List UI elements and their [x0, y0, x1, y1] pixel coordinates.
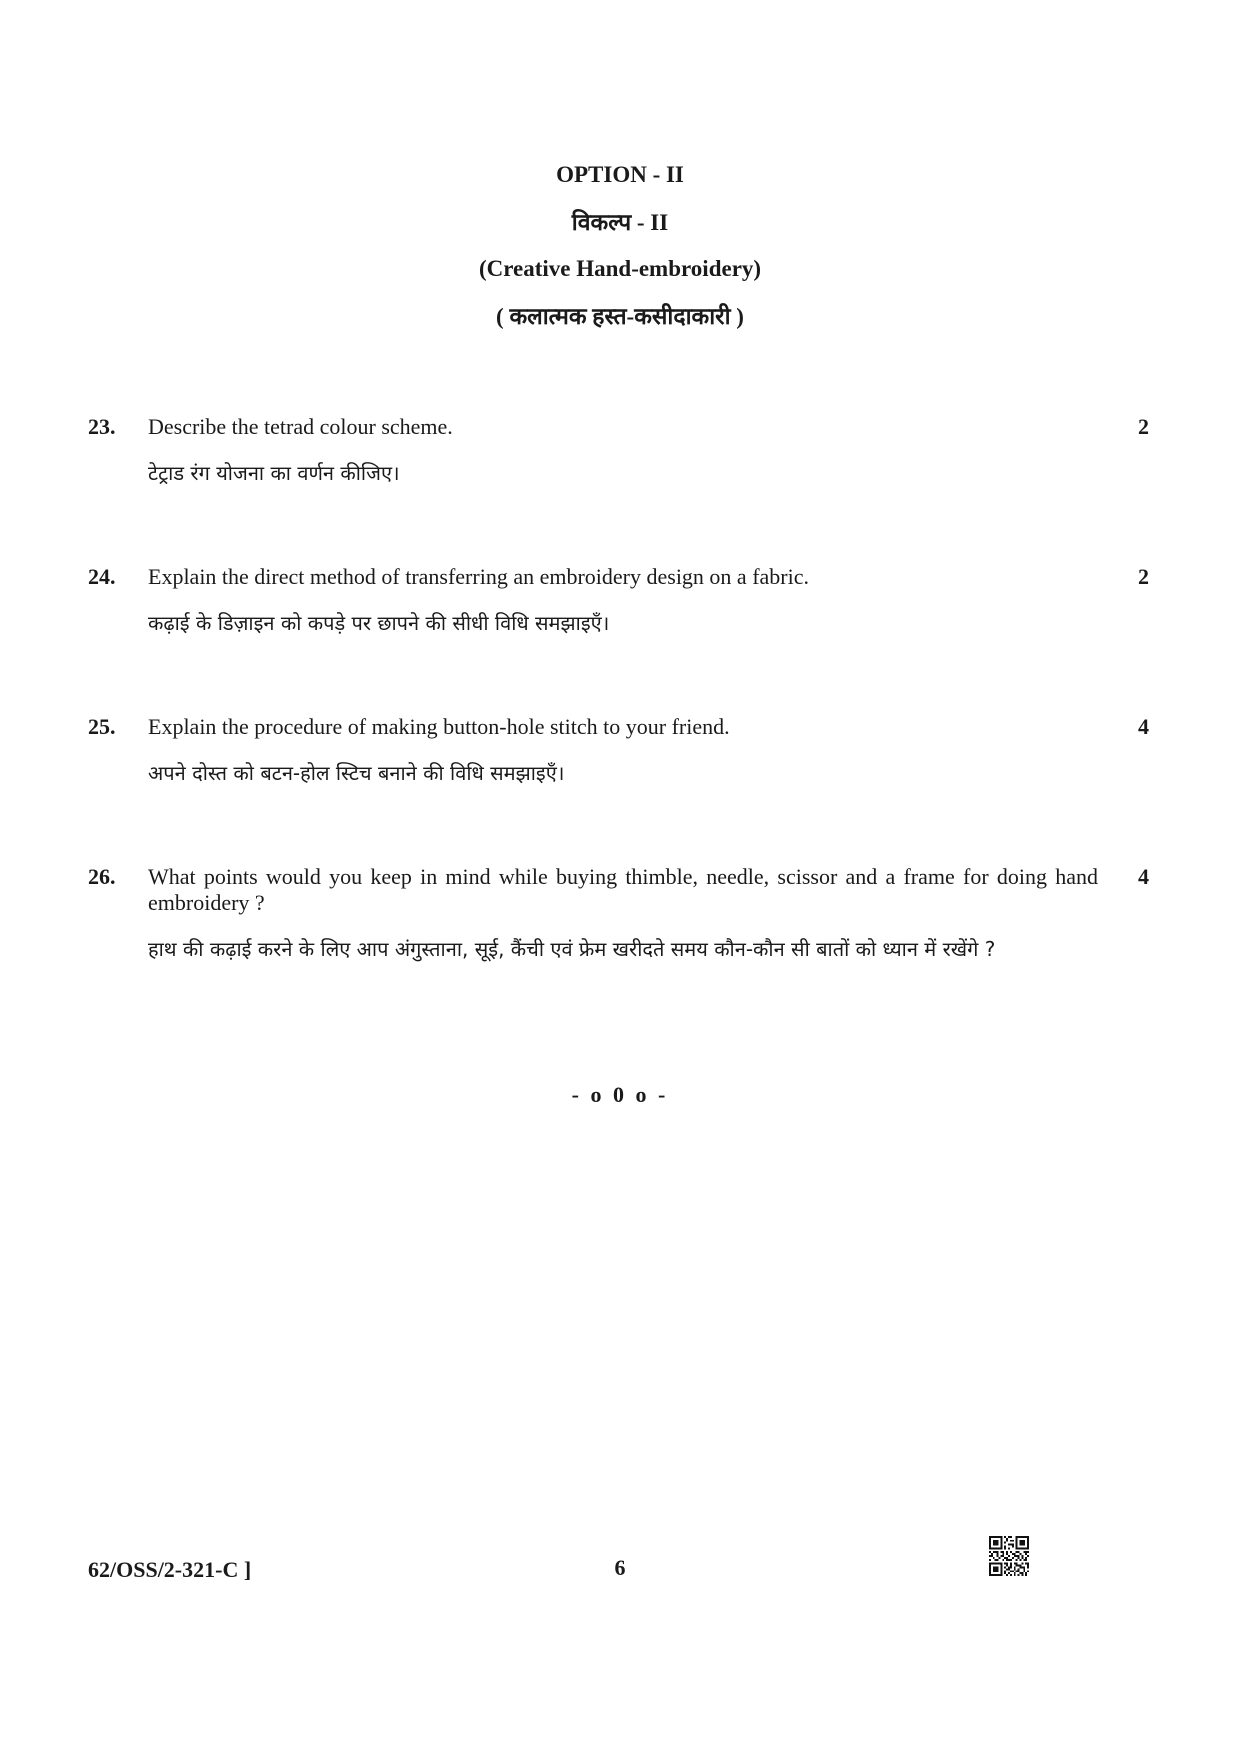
question-body — [148, 714, 1098, 790]
question-text-english: Describe the tetrad colour scheme. — [148, 414, 453, 439]
question-marks: 2 — [1138, 414, 1149, 439]
question-text-english: Explain the procedure of making button-hole stitch to your friend. — [148, 714, 730, 739]
page-number: 6 — [614, 1555, 626, 1580]
question-body — [148, 564, 1098, 640]
question-number: 23. — [88, 414, 116, 439]
question-text-hindi: अपने दोस्त को बटन-होल स्टिच बनाने की विधि समझाइएँ। — [148, 761, 565, 785]
paper-code: 62/OSS/2-321-C ] — [88, 1557, 252, 1582]
subject-title-hindi: ( कलात्मक हस्त-कसीदाकारी ) — [496, 304, 744, 329]
question-text-english: What points would you keep in mind while buying thimble, needle, scissor and a frame for doing hand embroidery ? — [148, 864, 1098, 915]
question-text-hindi: कढ़ाई के डिज़ाइन को कपड़े पर छापने की सीधी विधि समझाइएँ। — [148, 611, 610, 635]
question-text-hindi: टेट्राड रंग योजना का वर्णन कीजिए। — [148, 461, 400, 485]
subject-title: (Creative Hand-embroidery) — [478, 256, 762, 281]
option-title: OPTION - II — [556, 162, 684, 187]
end-of-paper-mark: - o 0 o - — [571, 1082, 669, 1107]
section-header — [0, 160, 1240, 332]
question-body — [148, 864, 1098, 966]
option-title-hindi: विकल्प - II — [571, 210, 669, 235]
question-number: 24. — [88, 564, 116, 589]
question-text-hindi: हाथ की कढ़ाई करने के लिए आप अंगुस्ताना, सूई, कैंची एवं फ्रेम खरीदते समय कौन-कौन सी बातों को ध्यान में रखेंगे ? — [148, 937, 996, 961]
question-marks: 4 — [1138, 714, 1149, 739]
question-number: 25. — [88, 714, 116, 739]
question-body — [148, 414, 1098, 490]
qr-code-icon — [989, 1536, 1029, 1576]
question-marks: 4 — [1138, 864, 1149, 889]
question-number: 26. — [88, 864, 116, 889]
question-marks: 2 — [1138, 564, 1149, 589]
question-text-english: Explain the direct method of transferring an embroidery design on a fabric. — [148, 564, 809, 589]
